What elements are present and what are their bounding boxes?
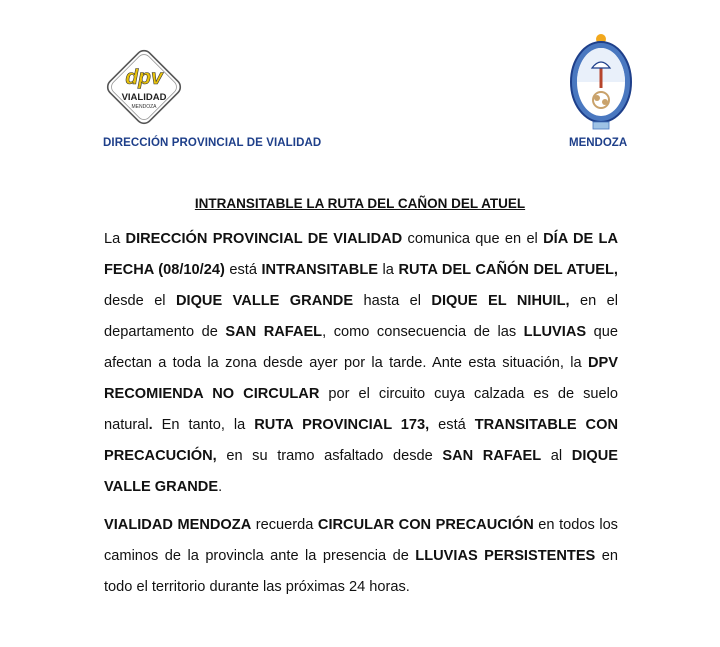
paragraph-1: La DIRECCIÓN PROVINCIAL DE VIALIDAD comunica que en el DÍA DE LA FECHA (08/10/24) está INTRANSITABLE la RUTA DEL CAÑÓN DEL ATUEL, desde el DIQUE VALLE GRANDE hasta el DIQUE EL NIHUIL, en el departamento de SAN RAFAEL, como consecuencia de las LLUVIAS que afectan a toda la zona desde ayer por la tarde. Ante esta situación, la DPV RECOMIENDA NO CIRCULAR por el circuito cuya calzada es de suelo natural. En tanto, la RUTA PROVINCIAL 173, está TRANSITABLE CON PRECACUCIÓN, en su tramo asfaltado desde SAN RAFAEL al DIQUE VALLE GRANDE. — [104, 231, 619, 495]
org-name: DIRECCIÓN PROVINCIAL DE VIALIDAD — [103, 137, 322, 149]
logo-sub-text: MENDOZA — [131, 104, 157, 110]
document-title: INTRANSITABLE LA RUTA DEL CAÑON DEL ATUEL — [194, 196, 526, 211]
mendoza-coat-of-arms-icon — [566, 30, 636, 132]
logo-mark-text: dpv — [125, 66, 163, 89]
province-name: MENDOZA — [569, 137, 628, 149]
dpv-logo-icon — [101, 44, 187, 130]
paragraph-2: VIALIDAD MENDOZA recuerda CIRCULAR CON PRECAUCIÓN en todos los caminos de la provincla ante la presencia de LLUVIAS PERSISTENTES en todo el territorio durante las próximas 24 horas. — [104, 517, 618, 595]
document-header — [0, 0, 720, 160]
logo-name-text: VIALIDAD — [121, 92, 167, 103]
